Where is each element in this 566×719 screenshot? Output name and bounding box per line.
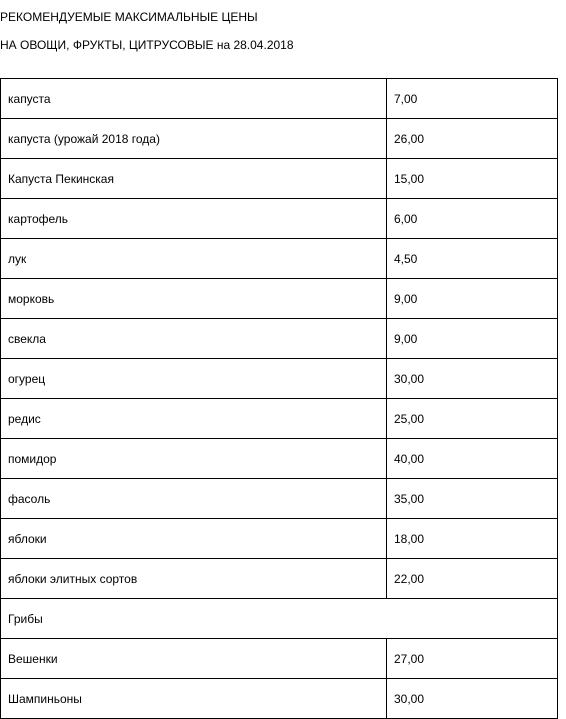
product-name-cell: свекла xyxy=(1,319,387,359)
product-price-cell: 25,00 xyxy=(387,399,558,439)
table-row xyxy=(1,519,558,559)
product-name-cell: Шампиньоны xyxy=(1,679,387,719)
product-name-cell: Капуста Пекинская xyxy=(1,159,387,199)
table-row xyxy=(1,119,558,159)
product-name-cell: Вешенки xyxy=(1,639,387,679)
product-name-cell: яблоки xyxy=(1,519,387,559)
product-name-cell: помидор xyxy=(1,439,387,479)
product-price-cell: 26,00 xyxy=(387,119,558,159)
product-price-cell: 35,00 xyxy=(387,479,558,519)
product-name-cell: лук xyxy=(1,239,387,279)
product-name-cell: огурец xyxy=(1,359,387,399)
table-row xyxy=(1,559,558,599)
table-row xyxy=(1,439,558,479)
product-price-cell: 7,00 xyxy=(387,79,558,119)
product-price-cell: 30,00 xyxy=(387,679,558,719)
table-row xyxy=(1,319,558,359)
product-name-cell: редис xyxy=(1,399,387,439)
table-row xyxy=(1,679,558,719)
table-row xyxy=(1,639,558,679)
product-price-cell: 18,00 xyxy=(387,519,558,559)
product-name-cell: капуста xyxy=(1,79,387,119)
table-row xyxy=(1,79,558,119)
table-row xyxy=(1,199,558,239)
product-price-cell: 40,00 xyxy=(387,439,558,479)
table-row xyxy=(1,399,558,439)
product-name-cell: яблоки элитных сортов xyxy=(1,559,387,599)
product-name-cell: картофель xyxy=(1,199,387,239)
table-row xyxy=(1,159,558,199)
page-title-line-1: РЕКОМЕНДУЕМЫЕ МАКСИМАЛЬНЫЕ ЦЕНЫ xyxy=(0,10,258,24)
product-name-cell: фасоль xyxy=(1,479,387,519)
product-price-cell: 4,50 xyxy=(387,239,558,279)
product-price-cell: 22,00 xyxy=(387,559,558,599)
price-table-body xyxy=(1,79,558,719)
product-price-cell: 30,00 xyxy=(387,359,558,399)
product-price-cell: 9,00 xyxy=(387,279,558,319)
table-row xyxy=(1,239,558,279)
table-row xyxy=(1,479,558,519)
price-table xyxy=(0,78,558,719)
section-row xyxy=(1,599,558,639)
table-row xyxy=(1,359,558,399)
product-price-cell: 27,00 xyxy=(387,639,558,679)
product-price-cell: 6,00 xyxy=(387,199,558,239)
product-name-cell: морковь xyxy=(1,279,387,319)
page-title-line-2: НА ОВОЩИ, ФРУКТЫ, ЦИТРУСОВЫЕ на 28.04.2018 xyxy=(0,38,294,52)
product-price-cell: 15,00 xyxy=(387,159,558,199)
section-heading-cell: Грибы xyxy=(1,599,558,639)
product-name-cell: капуста (урожай 2018 года) xyxy=(1,119,387,159)
product-price-cell: 9,00 xyxy=(387,319,558,359)
table-row xyxy=(1,279,558,319)
